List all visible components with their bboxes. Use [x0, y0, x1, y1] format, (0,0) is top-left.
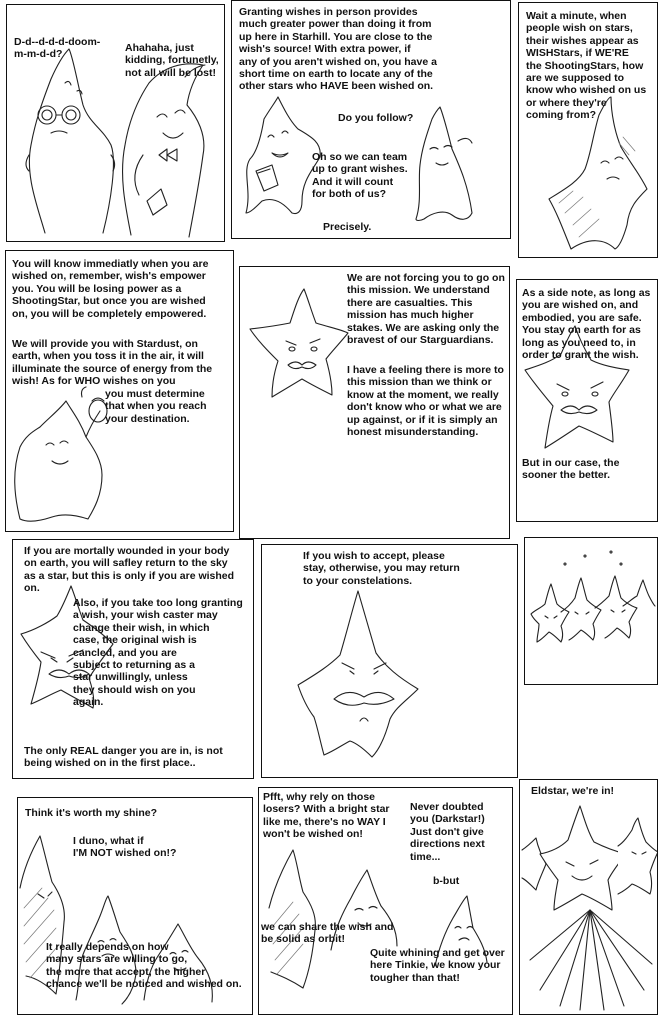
comic-panel-7: [12, 539, 254, 779]
dialogue-text: Never doubted you (Darkstar!) Just don't give directions next time...: [410, 801, 485, 863]
dialogue-text: It really depends on how many stars are willing to go, the more that accept, the higher chance we'll be noticed and wished on.: [46, 941, 242, 991]
dialogue-text: Pfft, why rely on those losers? With a bright star like me, there's no WAY I won't be wished on!: [263, 791, 390, 841]
dialogue-text: we can share the wish and be solid as orbit!: [261, 921, 394, 946]
dialogue-text: If you wish to accept, please stay, otherwise, you may return to your constelations.: [303, 550, 460, 587]
comic-panel-8: [261, 544, 518, 778]
dialogue-text: Ahahaha, just kidding, fortunetly, not all will be lost!: [125, 42, 219, 79]
dialogue-text: Precisely.: [323, 221, 372, 233]
dialogue-text: I duno, what if I'M NOT wished on!?: [73, 835, 177, 860]
dialogue-text: We are not forcing you to go on this mission. We understand there are casualties. This mission has much higher stakes. We are asking only the bravest of our Starguardians.: [347, 272, 505, 347]
dialogue-text: Wait a minute, when people wish on stars, their wishes appear as WISHStars, if WE'RE the ShootingStars, how are we supposed to know who wished on us or where they're coming from?: [526, 10, 647, 122]
star-characters-drawing: [520, 780, 658, 1015]
star-characters-drawing: [525, 538, 658, 685]
dialogue-text: Do you follow?: [338, 112, 414, 124]
comic-panel-1: [6, 4, 225, 242]
dialogue-text: Quite whining and get over here Tinkie, we know your tougher than that!: [370, 947, 505, 984]
narration-text: Granting wishes in person provides much greater power than doing it from up here in Starhill. You are close to the wish's source! With extra power, if any of you aren't wished on, you have a short time on earth to locate any of the other stars who HAVE been wished on.: [239, 6, 437, 93]
dialogue-text: I have a feeling there is more to this mission than we think or know at the moment, we really don't know who or what we are up against, or if it is simply an honest misunderstanding.: [347, 364, 504, 439]
comic-panel-10: [17, 797, 253, 1015]
dialogue-text: D-d--d-d-d-doom- m-m-d-d?: [14, 36, 101, 61]
narration-text: As a side note, as long as you are wished on, and embodied, you are safe. You stay on earth for as long as you need to, in order to grant the wish.: [522, 287, 651, 362]
comic-panel-4: [5, 250, 234, 532]
dialogue-text: Eldstar, we're in!: [531, 785, 615, 797]
narration-text: You will know immediatly when you are wished on, remember, wish's empower you. You will be losing power as a ShootingStar, but once you are wished on, you will be completely empowered.: [12, 258, 209, 320]
comic-panel-12: [519, 779, 658, 1015]
comic-panel-9: [524, 537, 658, 685]
dialogue-text: b-but: [433, 875, 460, 887]
comic-panel-6: [516, 279, 658, 522]
narration-text: But in our case, the sooner the better.: [522, 457, 620, 482]
comic-panel-2: [231, 0, 511, 239]
comic-panel-5: [239, 266, 510, 539]
narration-text: We will provide you with Stardust, on earth, when you toss it in the air, it will illuminate the source of energy from the wish! As for WHO wishes on you: [12, 338, 213, 388]
narration-text: If you are mortally wounded in your body on earth, you will safley return to the sky as a star, but this is only if you are wished on.: [24, 545, 235, 595]
comic-panel-11: [258, 787, 513, 1015]
dialogue-text: Oh so we can team up to grant wishes. And it will count for both of us?: [312, 151, 408, 201]
dialogue-text: Think it's worth my shine?: [25, 807, 158, 819]
narration-text: Also, if you take too long granting a wish, your wish caster may change their wish, in which case, the original wish is cancled, and you are subject to returning as a star unwillingly, unless they should wish on you again.: [73, 597, 243, 709]
narration-text: The only REAL danger you are in, is not being wished on in the first place..: [24, 745, 223, 770]
narration-text: you must determine that when you reach your destination.: [105, 388, 207, 425]
comic-panel-3: [518, 2, 658, 258]
